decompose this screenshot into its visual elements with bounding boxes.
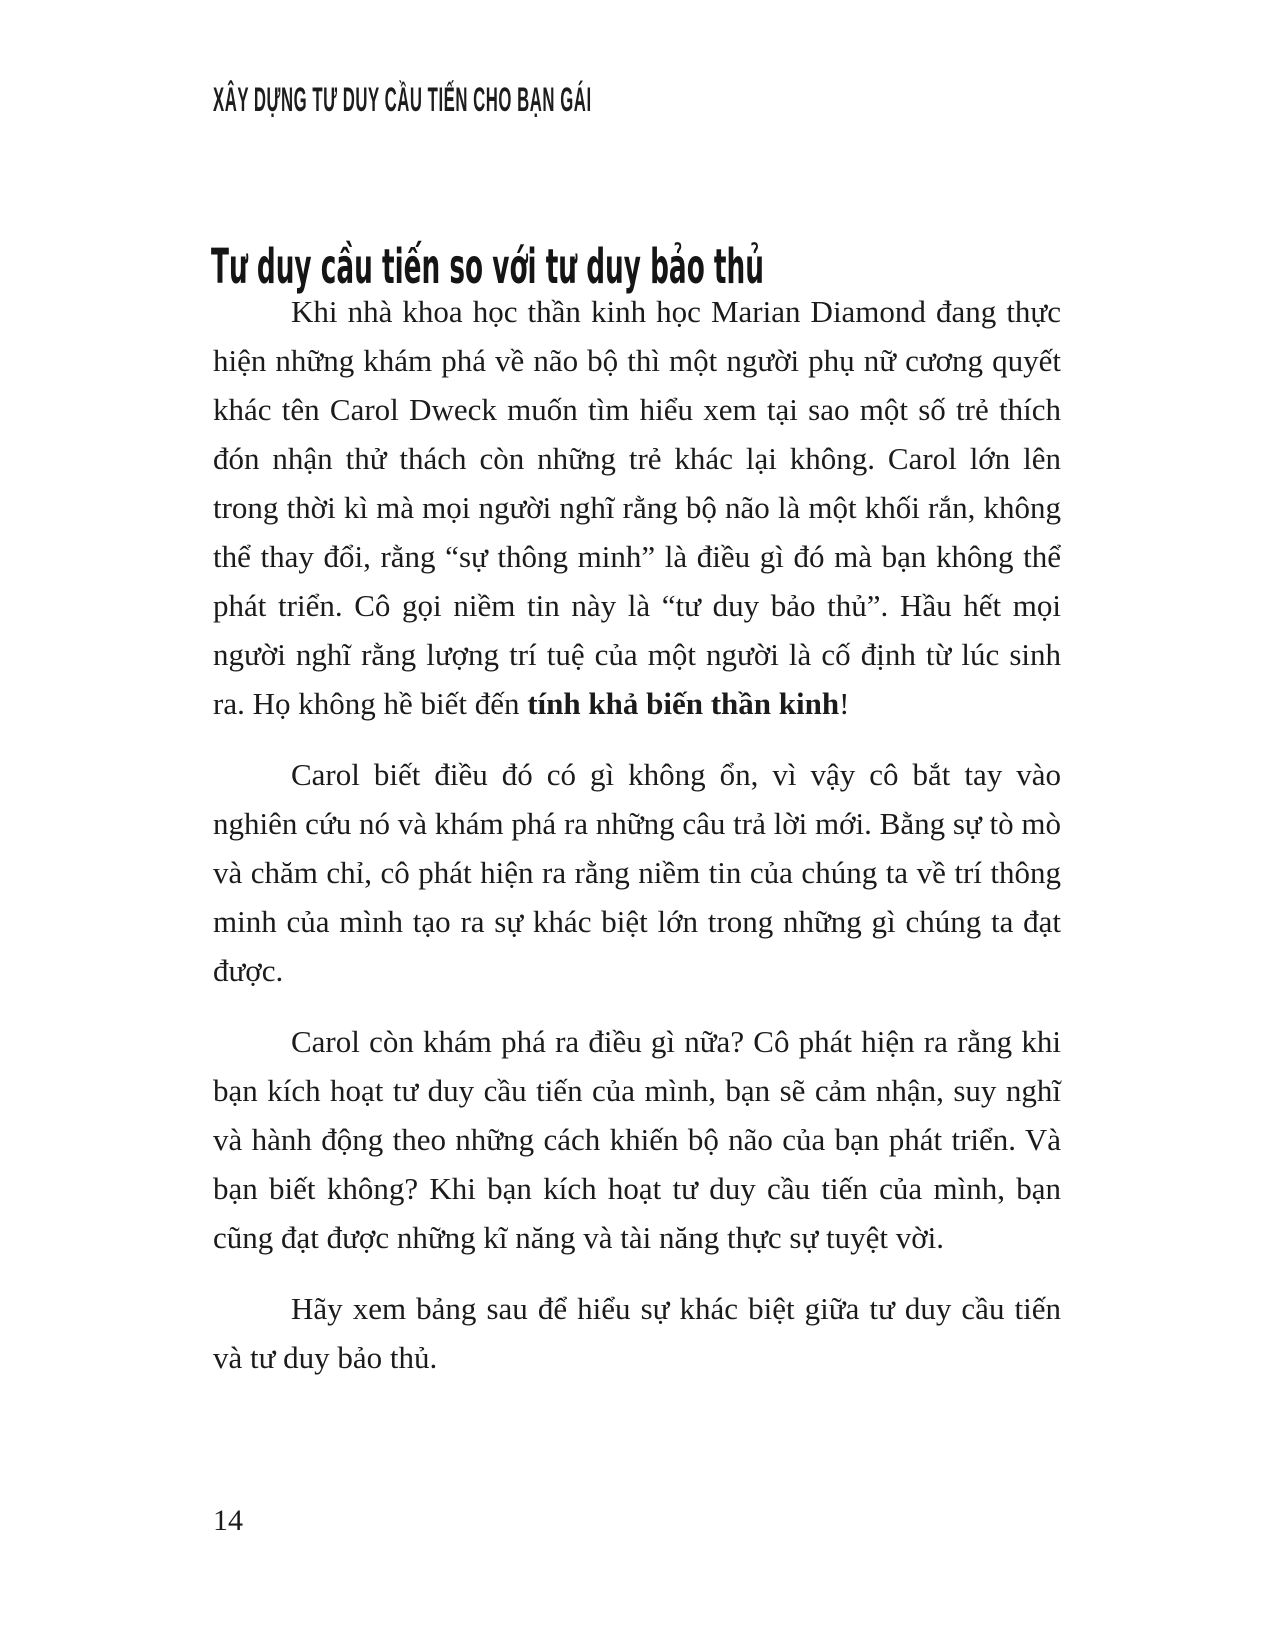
text-run: Carol còn khám phá ra điều gì nữa? Cô phát hiện ra rằng khi bạn kích hoạt tư duy cầu tiến của mình, bạn sẽ cảm nhận, suy nghĩ và hành động theo những cách khiến bộ não của bạn phát triển. Và bạn biết không? Khi bạn kích hoạt tư duy cầu tiến của mình, bạn cũng đạt được những kĩ năng và tài năng thực sự tuyệt vời. xyxy=(213,1024,1061,1255)
paragraph xyxy=(213,287,1061,728)
page-number: 14 xyxy=(213,1504,243,1537)
running-header: XÂY DỰNG TƯ DUY CẦU TIẾN CHO BẠN GÁI xyxy=(213,80,592,119)
text-run: Khi nhà khoa học thần kinh học Marian Diamond đang thực hiện những khám phá về não bộ thì một người phụ nữ cương quyết khác tên Carol Dweck muốn tìm hiểu xem tại sao một số trẻ thích đón nhận thử thách còn những trẻ khác lại không. Carol lớn lên trong thời kì mà mọi người nghĩ rằng bộ não là một khối rắn, không thể thay đổi, rằng “sự thông minh” là điều gì đó mà bạn không thể phát triển. Cô gọi niềm tin này là “tư duy bảo thủ”. Hầu hết mọi người nghĩ rằng lượng trí tuệ của một người là cố định từ lúc sinh ra. Họ không hề biết đến xyxy=(213,294,1061,721)
body-paragraphs xyxy=(213,287,1061,1382)
text-run: Carol biết điều đó có gì không ổn, vì vậy cô bắt tay vào nghiên cứu nó và khám phá ra những câu trả lời mới. Bằng sự tò mò và chăm chỉ, cô phát hiện ra rằng niềm tin của chúng ta về trí thông minh của mình tạo ra sự khác biệt lớn trong những gì chúng ta đạt được. xyxy=(213,757,1061,988)
paragraph xyxy=(213,1017,1061,1262)
section-heading: Tư duy cầu tiến so với tư duy bảo thủ xyxy=(211,239,764,296)
paragraph xyxy=(213,1284,1061,1382)
bold-text-run: tính khả biến thần kinh xyxy=(527,686,840,721)
text-run: ! xyxy=(839,686,850,721)
text-run: Hãy xem bảng sau để hiểu sự khác biệt giữa tư duy cầu tiến và tư duy bảo thủ. xyxy=(213,1291,1061,1375)
paragraph xyxy=(213,750,1061,995)
